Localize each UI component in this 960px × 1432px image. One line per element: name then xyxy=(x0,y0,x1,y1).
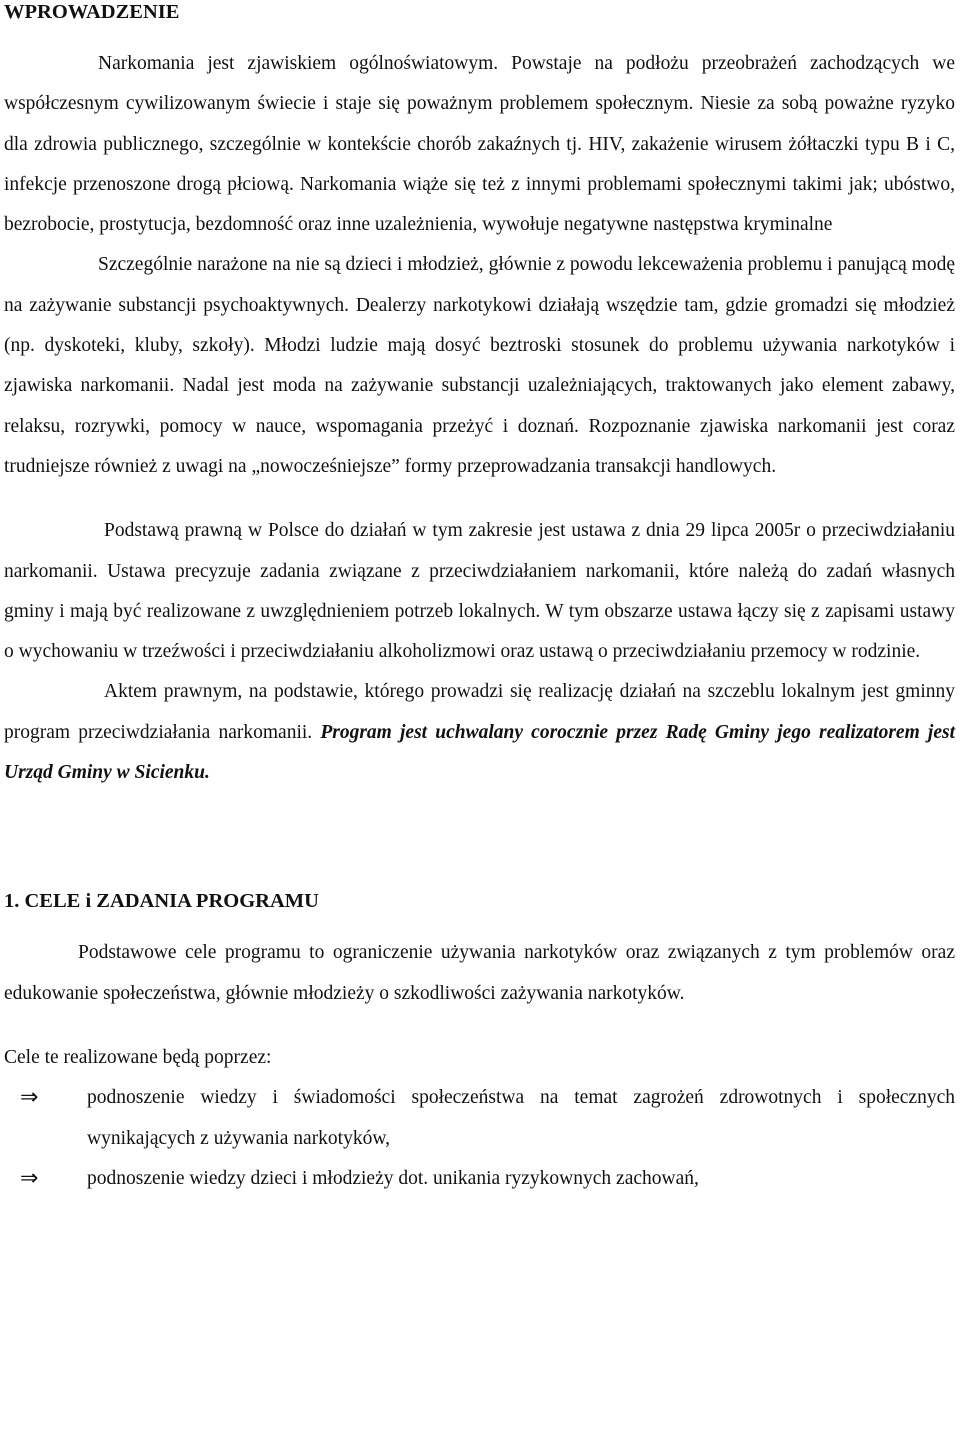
spacer xyxy=(4,1014,955,1038)
section-heading-goals: 1. CELE i ZADANIA PROGRAMU xyxy=(4,890,319,913)
goals-list xyxy=(4,1078,955,1199)
right-double-arrow-icon: ⇒ xyxy=(20,1085,39,1111)
list-item-text: podnoszenie wiedzy i świadomości społeczeństwa na temat zagrożeń zdrowotnych i społecznych wynikających z używania narkotyków, xyxy=(87,1087,955,1149)
spacer xyxy=(4,487,955,511)
paragraph-young-people-risk: Szczególnie narażone na nie są dzieci i młodzież, głównie z powodu lekceważenia problemu i panującą modę na zażywanie substancji psychoaktywnych. Dealerzy narkotykowi działają wszędzie tam, gdzie gromadzi się młodzież (np. dyskoteki, kluby, szkoły). Młodzi ludzie mają dosyć beztroski stosunek do problemu używania narkotyków i zjawiska narkomanii. Nadal jest moda na zażywanie substancji uzależniających, traktowanych jako element zabawy, relaksu, rozrywki, pomocy w nauce, wspomagania przeżyć i doznań. Rozpoznanie zjawiska narkomanii jest coraz trudniejsze również z uwagi na „nowocześniejsze” formy przeprowadzania transakcji handlowych. xyxy=(4,254,955,477)
spacer xyxy=(4,913,955,933)
list-item xyxy=(4,1159,955,1199)
paragraph-basic-goals: Podstawowe cele programu to ograniczenie używania narkotyków oraz związanych z tym problemów oraz edukowanie społeczeństwa, głównie młodzieży o szkodliwości zażywania narkotyków. xyxy=(4,942,955,1004)
section-heading-intro: WPROWADZENIE xyxy=(4,1,180,23)
paragraph-narkomania-intro: Narkomania jest zjawiskiem ogólnoświatowym. Powstaje na podłożu przeobrażeń zachodzących we współczesnym cywilizowanym świecie i staje się poważnym problemem społecznym. Niesie za sobą poważne ryzyko dla zdrowia publicznego, szczególnie w kontekście chorób zakaźnych tj. HIV, zakażenie wirusem żółtaczki typu B i C, infekcje przenoszone drogą płciową. Narkomania wiąże się też z innymi problemami społecznymi takimi jak; ubóstwo, bezrobocie, prostytucja, bezdomność oraz inne uzależnienia, wywołuje negatywne następstwa kryminalne xyxy=(4,53,955,236)
paragraph-program-act-emphasis: Program jest uchwalany corocznie przez Radę Gminy jego realizatorem jest Urząd Gminy w Sicienku. xyxy=(4,721,955,784)
list-item-text: podnoszenie wiedzy dzieci i młodzieży dot. unikania ryzykownych zachowań, xyxy=(87,1167,699,1189)
paragraph-legal-basis: Podstawą prawną w Polsce do działań w tym zakresie jest ustawa z dnia 29 lipca 2005r o przeciwdziałaniu narkomanii. Ustawa precyzuje zadania związane z przeciwdziałaniem narkomanii, które należą do zadań własnych gminy i mają być realizowane z uwzględnieniem potrzeb lokalnych. W tym obszarze ustawa łączy się z zapisami ustawy o wychowaniu w trzeźwości i przeciwdziałaniu alkoholizmowi oraz ustawą o przeciwdziałaniu przemocy w rodzinie. xyxy=(4,520,955,663)
paragraph-program-act-text: Aktem prawnym, na podstawie, którego prowadzi się realizację działań na szczeblu lokalnym jest gminny program przeciwdziałania narkomanii. xyxy=(4,681,955,743)
paragraph-goals-intro: Cele te realizowane będą poprzez: xyxy=(4,1046,272,1068)
list-item xyxy=(4,1078,955,1159)
spacer xyxy=(4,24,955,44)
paragraph-program-act xyxy=(4,672,955,793)
spacer xyxy=(4,793,955,889)
document-page xyxy=(4,0,955,1199)
right-double-arrow-icon: ⇒ xyxy=(20,1165,39,1191)
